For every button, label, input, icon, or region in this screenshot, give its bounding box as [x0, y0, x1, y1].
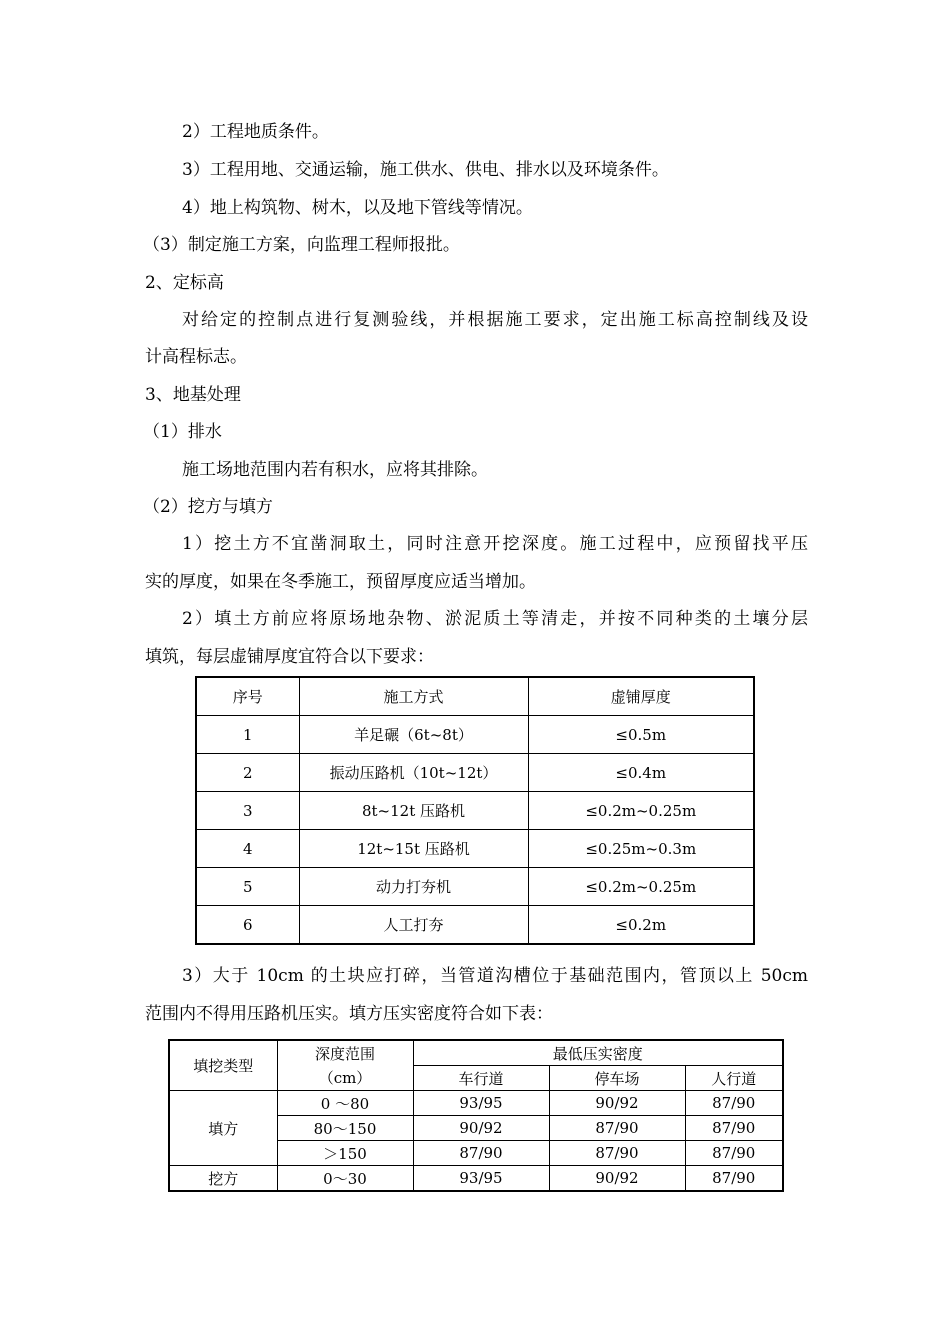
table-cell: 人工打夯 — [299, 906, 528, 945]
table-cell: 4 — [196, 830, 299, 868]
table-row — [169, 1091, 783, 1116]
table-cell: ≤0.2m — [528, 906, 754, 945]
table-cell: ≤0.25m~0.3m — [528, 830, 754, 868]
table-cell: 12t~15t 压路机 — [299, 830, 528, 868]
table-row — [196, 868, 754, 906]
table-cell: 90/92 — [549, 1091, 685, 1116]
table-cell: ≤0.5m — [528, 716, 754, 754]
table-cell: ＞150 — [277, 1141, 413, 1166]
table-cell: 80～150 — [277, 1116, 413, 1141]
table-cell: 87/90 — [685, 1091, 783, 1116]
text-line: 范围内不得用压路机压实。填方压实密度符合如下表： — [145, 1004, 553, 1024]
text-line: （3）制定施工方案，向监理工程师报批。 — [143, 235, 460, 255]
table-cell: 0 ～80 — [277, 1091, 413, 1116]
table-header-row — [169, 1040, 783, 1066]
table-cell: 8t~12t 压路机 — [299, 792, 528, 830]
table-row — [196, 754, 754, 792]
table-cell: 羊足碾（6t~8t） — [299, 716, 528, 754]
table-cell: ≤0.2m~0.25m — [528, 868, 754, 906]
table-cell: 填方 — [169, 1091, 277, 1166]
text-line: 2）工程地质条件。 — [182, 122, 329, 142]
text-line: 3）工程用地、交通运输，施工供水、供电、排水以及环境条件。 — [182, 160, 669, 180]
header-cell: 虚铺厚度 — [528, 677, 754, 716]
table-cell: 5 — [196, 868, 299, 906]
table-cell: 87/90 — [549, 1116, 685, 1141]
text-line: 计高程标志。 — [145, 347, 247, 367]
table-cell: 90/92 — [549, 1166, 685, 1192]
text-line: 1）挖土方不宜凿洞取土，同时注意开挖深度。施工过程中，应预留找平压 — [182, 534, 808, 554]
table-cell: ≤0.2m~0.25m — [528, 792, 754, 830]
table-cell: 1 — [196, 716, 299, 754]
header-cell: 人行道 — [685, 1066, 783, 1091]
table-header-row — [196, 677, 754, 716]
table-cell: ≤0.4m — [528, 754, 754, 792]
text-line: 3）大于 10cm 的土块应打碎，当管道沟槽位于基础范围内，管顶以上 50cm — [182, 966, 808, 986]
table-cell: 2 — [196, 754, 299, 792]
table-row — [196, 792, 754, 830]
table-cell: 87/90 — [685, 1166, 783, 1192]
text-line: 实的厚度，如果在冬季施工，预留厚度应适当增加。 — [145, 572, 536, 592]
table-cell: 0～30 — [277, 1166, 413, 1192]
table-cell: 挖方 — [169, 1166, 277, 1192]
loose-thickness-table — [195, 676, 755, 945]
header-cell: 车行道 — [413, 1066, 549, 1091]
table-cell: 87/90 — [685, 1141, 783, 1166]
header-cell: 停车场 — [549, 1066, 685, 1091]
compaction-density-table — [168, 1039, 784, 1192]
table-cell: 动力打夯机 — [299, 868, 528, 906]
table-cell: 6 — [196, 906, 299, 945]
table-row — [169, 1166, 783, 1192]
table-cell: 93/95 — [413, 1091, 549, 1116]
text-line: 对给定的控制点进行复测验线，并根据施工要求，定出施工标高控制线及设 — [182, 310, 808, 330]
text-line: 4）地上构筑物、树木，以及地下管线等情况。 — [182, 198, 533, 218]
table-cell: 振动压路机（10t~12t） — [299, 754, 528, 792]
section-heading: 2、定标高 — [145, 273, 224, 293]
subsection-heading: （2）挖方与填方 — [143, 497, 273, 517]
header-cell: 序号 — [196, 677, 299, 716]
table-cell: 90/92 — [413, 1116, 549, 1141]
table-cell: 87/90 — [413, 1141, 549, 1166]
subsection-heading: （1）排水 — [143, 422, 222, 442]
header-cell: （cm） — [277, 1066, 413, 1091]
table-row — [196, 830, 754, 868]
table-cell: 87/90 — [685, 1116, 783, 1141]
header-cell: 施工方式 — [299, 677, 528, 716]
text-line: 2）填土方前应将原场地杂物、淤泥质土等清走，并按不同种类的土壤分层 — [182, 609, 808, 629]
table-cell: 87/90 — [549, 1141, 685, 1166]
header-cell: 最低压实密度 — [413, 1040, 783, 1066]
section-heading: 3、地基处理 — [145, 385, 241, 405]
header-cell: 深度范围 — [277, 1040, 413, 1066]
text-line: 施工场地范围内若有积水，应将其排除。 — [182, 460, 488, 480]
header-cell: 填挖类型 — [169, 1040, 277, 1091]
text-line: 填筑，每层虚铺厚度宜符合以下要求： — [145, 647, 434, 667]
table-cell: 93/95 — [413, 1166, 549, 1192]
table-row — [196, 906, 754, 945]
table-row — [196, 716, 754, 754]
table-cell: 3 — [196, 792, 299, 830]
